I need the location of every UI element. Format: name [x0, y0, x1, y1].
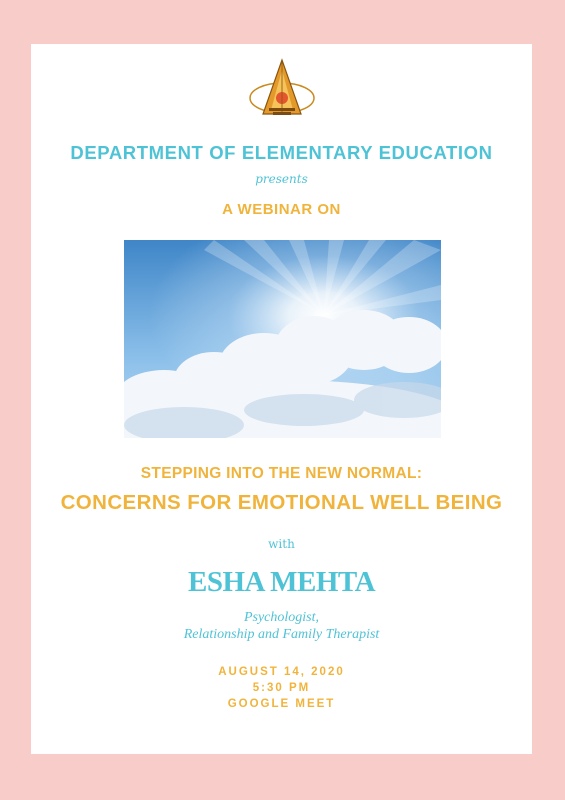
event-time: 5:30 PM: [252, 682, 311, 694]
speaker-name: ESHA MEHTA: [187, 566, 376, 598]
presents-label: presents: [255, 172, 308, 186]
institution-emblem-icon: [247, 58, 317, 120]
with-label: with: [268, 537, 295, 551]
event-platform: GOOGLE MEET: [227, 698, 336, 710]
poster-card: [31, 44, 532, 754]
sky-clouds-sunburst-image: [124, 240, 441, 438]
event-date: AUGUST 14, 2020: [218, 666, 345, 678]
department-title: DEPARTMENT OF ELEMENTARY EDUCATION: [70, 142, 493, 163]
sky-clouds-banner: [124, 240, 441, 438]
topic-title: CONCERNS FOR EMOTIONAL WELL BEING: [60, 491, 503, 514]
speaker-role-line2: Relationship and Family Therapist: [183, 627, 380, 642]
webinar-label: A WEBINAR ON: [222, 201, 341, 218]
speaker-role-line1: Psychologist,: [243, 610, 320, 625]
topic-subtitle: STEPPING INTO THE NEW NORMAL:: [140, 465, 423, 482]
